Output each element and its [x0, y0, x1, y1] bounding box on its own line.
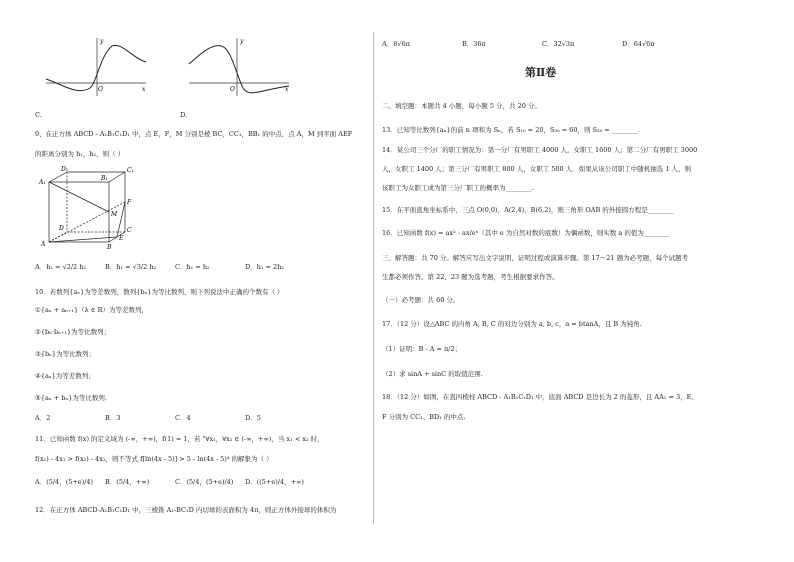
q17-part2: （2）求 sinA + sinC 的取值范围. [382, 370, 483, 378]
q9-option-c: C．h₁ = h₂ [175, 263, 210, 271]
q17-text: 17．（12 分）设△ABC 的内角 A, B, C 的对边分别为 a, b, c，a = btanA，且 B 为钝角. [382, 320, 642, 328]
q14-text-line1: 14．某公司三个分厂的职工情况为：第一分厂有男职工 4000 人，女职工 1600 人；第二分厂有男职工 3000 [382, 146, 698, 154]
part3-subheading: （一）必考题：共 60 分。 [382, 296, 460, 304]
cube-label-c1: C₁ [127, 167, 134, 174]
cube-label-c: C [127, 227, 132, 234]
cube-label-d1: D₁ [61, 166, 69, 173]
q11-text-line1: 11．已知函数 f(x) 的定义域为 (-∞，+∞)，f(1) = 1，若 "∀x₁，∀x₂ ∈ (-∞，+∞)，当 x₁ < x₂ 时， [35, 435, 324, 443]
graph-c-label: C. [35, 111, 42, 119]
q12-option-b: B．36π [462, 40, 486, 48]
cube-label-b: B [107, 244, 112, 250]
graph-d-y-label: y [240, 38, 244, 45]
graph-d-origin: O [230, 86, 235, 93]
q17-part1: （1）证明：B - A = π/2； [382, 345, 462, 353]
q12-option-a: A．8√6π [382, 40, 410, 48]
q9-text-line2: 的距离分别为 h₁，h₂，则（ ） [35, 150, 125, 158]
q11-option-d: D．((5+e)/4，+∞) [245, 478, 304, 486]
q10-item-1: ①{aₙ + aₙ₊₁}（λ ∈ R）为等差数列， [35, 306, 149, 314]
q12-text: 12．在正方体 ABCD-A₁B₁C₁D₁ 中，三棱锥 A₁-BC₁D 内切球的表面积为 4π，则正方体外接球的体积为 [35, 506, 337, 514]
column-divider [373, 32, 374, 524]
q11-option-b: B．(5/4，+∞) [105, 478, 150, 486]
q14-text-line3: 该职工为女职工或为第三分厂职工的概率为________. [382, 184, 534, 192]
cube-label-m: M [111, 211, 118, 218]
q9-text-line1: 9、在正方体 ABCD - A₁B₁C₁D₁ 中，点 E，F，M 分别是棱 BC，CC₁，BB₁ 的中点，点 A，M 到平面 AEF [35, 130, 353, 138]
graph-d-figure [185, 36, 295, 98]
q10-item-5: ⑤{aₙ + bₙ}为等比数列. [35, 394, 107, 402]
q16-text: 16．已知函数 f(x) = ax² - ax/eˣ（其中 e 为自然对数的底数）为偶函数，则实数 a 的值为________ [382, 229, 670, 237]
q11-option-a: A．(5/4，(5+e)/4) [35, 478, 94, 486]
q10-option-d: D．5 [245, 414, 261, 422]
graph-c-figure [42, 36, 152, 98]
q9-option-d: D．h₁ = 2h₂ [245, 263, 285, 271]
q18-text-line1: 18．（12 分）如图，在直四棱柱 ABCD - A₁B₁C₁D₁ 中，底面 ABCD 是边长为 2 的菱形，且 AA₁ = 3，E、 [382, 393, 698, 401]
graph-d-label: D. [180, 111, 188, 119]
q10-item-4: ④{aₙ}为等差数列； [35, 372, 95, 380]
cube-label-f: F [127, 199, 132, 206]
graph-c-y-label: y [100, 38, 104, 45]
q11-option-c: C．(5/4，(5+e)/4) [175, 478, 234, 486]
part3-heading-line2: 生都必须作答。第 22、23 题为选考题，考生根据要求作答。 [382, 273, 559, 281]
section-title: 第Ⅱ卷 [525, 66, 557, 79]
q12-option-d: D．64√6π [622, 40, 655, 48]
cube-label-a: A [41, 241, 46, 248]
q9-option-a: A．h₁ = √2/2 h₂ [35, 263, 87, 271]
q10-option-a: A．2 [35, 414, 51, 422]
q10-option-b: B．3 [105, 414, 121, 422]
part3-heading-line1: 三、解答题：共 70 分。解答应写出文字说明、证明过程或演算步骤。第 17～21 题为必考题，每个试题考 [382, 254, 689, 262]
cube-figure [35, 166, 135, 250]
q10-text: 10．若数列{aₙ}为等差数列，数列{bₙ}为等比数列，则下列说法中正确的个数有（ ） [35, 288, 284, 296]
q10-item-3: ③{bₙ}为等比数列； [35, 350, 96, 358]
cube-label-d: D [59, 225, 64, 232]
cube-label-b1: B₁ [101, 175, 108, 182]
q13-text: 13．已知等比数列{aₙ}的前 n 项和为 Sₙ，若 S₁₀ = 20，S₃₀ = 60，则 S₂₀ = ________. [382, 126, 640, 134]
q9-option-b: B．h₁ = √3/2 h₂ [105, 263, 157, 271]
q14-text-line2: 人，女职工 1400 人；第三分厂有男职工 800 人，女职工 500 人．如果从该公司职工中随机抽选 1 人，则 [382, 165, 692, 173]
part2-heading: 二、填空题：本题共 4 小题，每小题 5 分，共 20 分。 [382, 102, 541, 110]
graph-c-x-label: x [142, 86, 146, 93]
q18-text-line2: F 分别为 CC₁、BD₁ 的中点. [382, 413, 466, 421]
q10-item-2: ②{bₙ·bₙ₊₁}为等比数列； [35, 328, 111, 336]
q12-option-c: C．32√3π [542, 40, 575, 48]
q15-text: 15．在平面直角坐标系中，三点 O(0,0)，A(2,4)，B(6,2)，则三角形 OAB 的外接圆方程是________ [382, 206, 674, 214]
q11-text-line2: f(x₁) - 4x₁ > f(x₂) - 4x₂，则不等式 f[ln(4x - 5)] > 5 - ln(4x - 5)⁴ 的解集为（ ） [35, 455, 273, 463]
q10-option-c: C．4 [175, 414, 191, 422]
cube-label-e: E [119, 235, 124, 242]
cube-label-a1: A₁ [39, 179, 46, 186]
graph-d-x-label: x [285, 86, 289, 93]
graph-c-origin: O [98, 86, 103, 93]
